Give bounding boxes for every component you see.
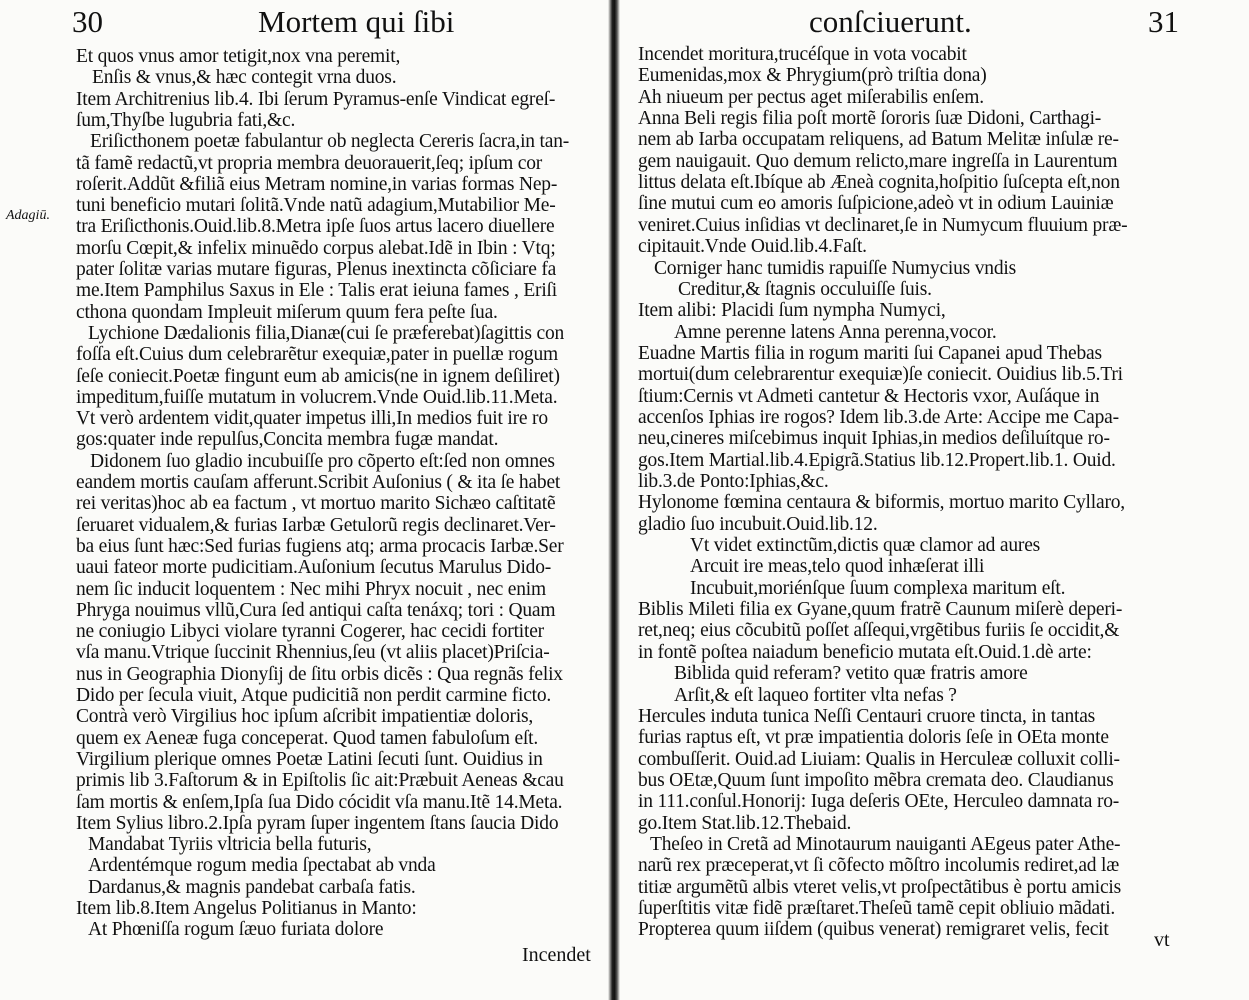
text-line: roſerit.Addũt &filiã eius Metram nomine,in varias formas Nep-: [76, 173, 558, 195]
text-line: ſam mortis & enſem,Ipſa ſua Dido cócidit vſa manu.Itẽ 14.Meta.: [76, 791, 563, 813]
text-line: Phryga nouimus vllũ,Cura ſed antiqui caſta tenáxq; tori : Quam: [76, 599, 556, 621]
text-line: ſine mutui cum eo amoris ſuſpicione,adeò vt in odium Lauiniæ: [638, 193, 1114, 215]
page-number: 31: [1148, 4, 1179, 39]
text-line: titiæ argumẽtũ albis vteret velis,vt proſpectãtibus è portu amicis: [638, 876, 1122, 898]
text-line: Biblis Mileti filia ex Gyane,quum fratrẽ Caunum miſerè deperi-: [638, 599, 1123, 621]
text-line: ne coniugio Libyci violare tyranni Cogerer, hac cecidi fortiter: [76, 621, 544, 643]
text-line: Dardanus,& magnis pandebat carbaſa fatis.: [88, 876, 416, 898]
text-line: ſum,Thyſbe lugubria fati,&c.: [76, 109, 296, 131]
text-line: Et quos vnus amor tetigit,nox vna peremit,: [76, 46, 401, 67]
text-line: littus delata eſt.Ibíque ab Æneà cognita,hoſpitio ſuſcepta eſt,non: [638, 172, 1120, 194]
catchword: Incendet: [522, 944, 591, 966]
text-line: Mandabat Tyriis vltricia bella futuris,: [88, 834, 372, 856]
running-head: conſciuerunt.: [809, 4, 972, 39]
left-page: [0, 0, 612, 1000]
gutter: [608, 0, 620, 1000]
text-line: impeditum,fuiſſe mutatum in volucrem.Vnde Ouid.lib.11.Meta.: [76, 386, 558, 408]
text-line: furias raptus eſt, vt præ impatientia doloris ſeſe in OEta monte: [638, 727, 1109, 749]
text-line: Dido per ſecula viuit, Atque pudicitiã non perdit carmine ficto.: [76, 685, 552, 706]
text-line: gladio ſuo incubuit.Ouid.lib.12.: [638, 513, 878, 535]
text-line: primis lib 3.Faſtorum & in Epiſtolis ſic ait:Præbuit Aeneas &cau: [76, 770, 564, 792]
text-line: nem ab Iarba occupatam reliquens, ad Batum Melitæ inſulæ re-: [638, 129, 1119, 151]
text-line: tuni beneficio mutari ſolitã.Vnde natũ adagium,Mutabilior Me-: [76, 195, 556, 217]
page-number: 30: [72, 4, 103, 39]
text-line: Hylonome fœmina centaura & biformis, mortuo marito Cyllaro,: [638, 492, 1125, 514]
text-line: Contrà verò Virgilius hoc ipſum aſcribit impatientiæ doloris,: [76, 706, 534, 728]
running-head: Mortem qui ſibi: [258, 4, 455, 39]
text-line: in fontẽ poſtea naiadum beneficio mutata eſt.Ouid.1.dè arte:: [638, 641, 1092, 663]
text-line: nus in Geographia Dionyſij de ſitu orbis dicẽs : Qua regnãs felix: [76, 663, 563, 685]
text-line: Arcuit ire meas,telo quod inhæſerat illi: [690, 556, 985, 578]
text-line: morſu Cœpit,& infelix minuẽdo corpus alebat.Idẽ in Ibin : Vtq;: [76, 237, 556, 259]
text-line: Biblida quid referam? vetito quæ fratris amore: [674, 663, 1028, 685]
text-line: Didonem ſuo gladio incubuiſſe pro cõperto eſt:ſed non omnes: [90, 450, 555, 472]
text-line: At Phœniſſa rogum ſæuo furiata dolore: [88, 919, 384, 941]
text-line: Lychione Dædalionis filia,Dianæ(cui ſe præferebat)ſagittis con: [88, 322, 565, 344]
text-line: combuſſerit. Ouid.ad Liuiam: Qualis in Herculeæ colluxit colli-: [638, 748, 1120, 770]
text-line: nem ſic inducit loquentem : Nec mihi Phryx nocuit , nec enim: [76, 578, 546, 600]
margin-note: Adagiū.: [6, 208, 50, 223]
text-line: Corniger hanc tumidis rapuiſſe Numycius vndis: [654, 257, 1016, 279]
text-line: foſſa eſt.Cuius dum celebrarẽtur exequiæ,pater in puellæ rogum: [76, 344, 559, 366]
text-line: cthona quondam Impleuit miſerum quum fera peſte ſua.: [76, 301, 498, 323]
text-line: Incubuit,moriénſque ſuum complexa maritum eſt.: [690, 577, 1066, 599]
text-line: Incendet moritura,trucéſque in vota vocabit: [638, 44, 967, 65]
text-line: vſa manu.Vtrique ſuccinit Rhennius,ſeu (vt aliis placet)Priſcia-: [76, 642, 550, 664]
text-line: tra Eriſicthonis.Ouid.lib.8.Metra ipſe ſuos artus lacero diuellere: [76, 216, 555, 238]
text-line: tã famẽ redactũ,vt propria membra deuorauerit,ſeq; ipſum cor: [76, 152, 543, 174]
text-line: Eriſicthonem poetæ fabulantur ob neglecta Cereris ſacra,in tan-: [90, 131, 570, 153]
text-line: narũ rex præceperat,vt ſi cõfecto mõſtro incolumis rediret,ad læ: [638, 855, 1120, 877]
text-line: Hercules induta tunica Neſſi Centauri cruore tincta, in tantas: [638, 705, 1096, 727]
text-line: Item Architrenius lib.4. Ibi ſerum Pyramus-enſe Vindicat egreſ-: [76, 88, 556, 110]
text-line: Ardentémque rogum media ſpectabat ab vnda: [88, 855, 436, 877]
text-line: lib.3.de Ponto:Iphias,&c.: [638, 471, 829, 492]
text-line: Virgilium plerique omnes Poetæ Latini ſecuti ſunt. Ouidius in: [76, 748, 543, 770]
text-line: Item alibi: Placidi ſum nympha Numyci,: [638, 300, 946, 322]
text-line: Vt videt extinctũm,dictis quæ clamor ad aures: [690, 535, 1041, 557]
text-line: mortui(dum celebrarentur exequiæ)ſe coniecit. Ouidius lib.5.Tri: [638, 364, 1123, 386]
text-line: ſeruaret vidualem,& furias Iarbæ Getulorũ regis declinaret.Ver-: [76, 514, 556, 536]
text-line: gos:quater inde repulſus,Concita membra fugæ mandat.: [76, 429, 499, 451]
text-line: Theſeo in Cretã ad Minotaurum nauiganti AEgeus pater Athe-: [650, 833, 1121, 855]
text-line: gem nauigauit. Quo demum relicto,mare ingreſſa in Laurentum: [638, 150, 1118, 172]
text-line: ſuperſtitis vitæ fidẽ præſtaret.Theſeũ tamẽ cepit obliuio mãdati.: [638, 898, 1116, 919]
text-line: in 111.conſul.Honorij: Iuga deſeris OEte, Herculeo damnata ro-: [638, 791, 1120, 813]
text-line: ret,neq; eius cõcubitũ poſſet aſſequi,vrgẽtibus furiis ſe occidit,&: [638, 620, 1120, 642]
right-page: [620, 0, 1249, 1000]
text-line: Anna Beli regis filia poſt mortẽ ſororis ſuæ Didoni, Carthagi-: [638, 108, 1102, 130]
text-line: Vt verò ardentem vidit,quater impetus illi,In medios fuit ire ro: [76, 408, 548, 430]
text-line: go.Item Stat.lib.12.Thebaid.: [638, 812, 852, 834]
text-line: uaui fateor morte pudicitiam.Auſonium ſecutus Marulus Dido-: [76, 557, 552, 579]
text-line: veniret.Cuius inſidias vt declinaret,ſe in Numycum fluuium præ-: [638, 214, 1128, 236]
text-line: eandem mortis cauſam afferunt.Scribit Auſonius ( & ita ſe habet: [76, 472, 561, 493]
text-line: Eumenidas,mox & Phrygium(prò triſtia dona): [638, 65, 987, 87]
text-line: bus OEtæ,Quum ſunt impoſito mẽbra cremata deo. Claudianus: [638, 769, 1114, 791]
text-line: Arſit,& eſt laqueo fortiter vlta nefas ?: [674, 684, 957, 706]
text-line: Euadne Martis filia in rogum mariti ſui Capanei apud Thebas: [638, 342, 1102, 364]
text-line: quem ex Aeneæ fuga conceperat. Quod tamen fabuloſum eſt.: [76, 727, 539, 749]
text-line: Amne perenne latens Anna perenna,vocor.: [674, 321, 997, 343]
text-line: Item Sylius libro.2.Ipſa pyram ſuper ingentem ſtans ſaucia Dido: [76, 812, 559, 834]
text-line: ba eius ſunt hæc:Sed furias fugiens atq; arma procacis Iarbæ.Ser: [76, 535, 564, 557]
text-line: Ah niueum per pectus aget miſerabilis enſem.: [638, 86, 984, 108]
text-line: gos.Item Martial.lib.4.Epigrã.Statius lib.12.Propert.lib.1. Ouid.: [638, 449, 1116, 471]
text-line: Propterea quum iiſdem (quibus venerat) remigraret velis, fecit: [638, 919, 1109, 941]
text-line: pater ſolitæ varias mutare figuras, Plenus inextincta cõſiciare fa: [76, 259, 557, 280]
text-line: cipitauit.Vnde Ouid.lib.4.Faſt.: [638, 236, 867, 258]
text-line: Creditur,& ſtagnis occuluiſſe ſuis.: [678, 278, 932, 300]
text-line: ſeſe coniecit.Poetæ fingunt eum ab amicis(ne in ignem deſiliret): [76, 365, 560, 387]
text-line: Item lib.8.Item Angelus Politianus in Manto:: [76, 898, 417, 919]
text-line: me.Item Pamphilus Saxus in Ele : Talis erat ieiuna fames , Eriſi: [76, 280, 557, 302]
text-line: rei veritas)hoc ab ea factum , vt mortuo marito Sichæo caſtitatẽ: [76, 493, 556, 515]
text-line: Enſis & vnus,& hæc contegit vrna duos.: [92, 67, 397, 89]
text-line: ſtium:Cernis vt Admeti cantetur & Hectoris vxor, Auſáque in: [638, 385, 1100, 407]
catchword: vt: [1154, 929, 1170, 951]
text-line: accenſos Iphias ire rogos? Idem lib.3.de Arte: Accipe me Capa-: [638, 406, 1119, 428]
text-line: neu,cineres miſcebimus inquit Iphias,in medios deſiluítque ro-: [638, 428, 1110, 450]
